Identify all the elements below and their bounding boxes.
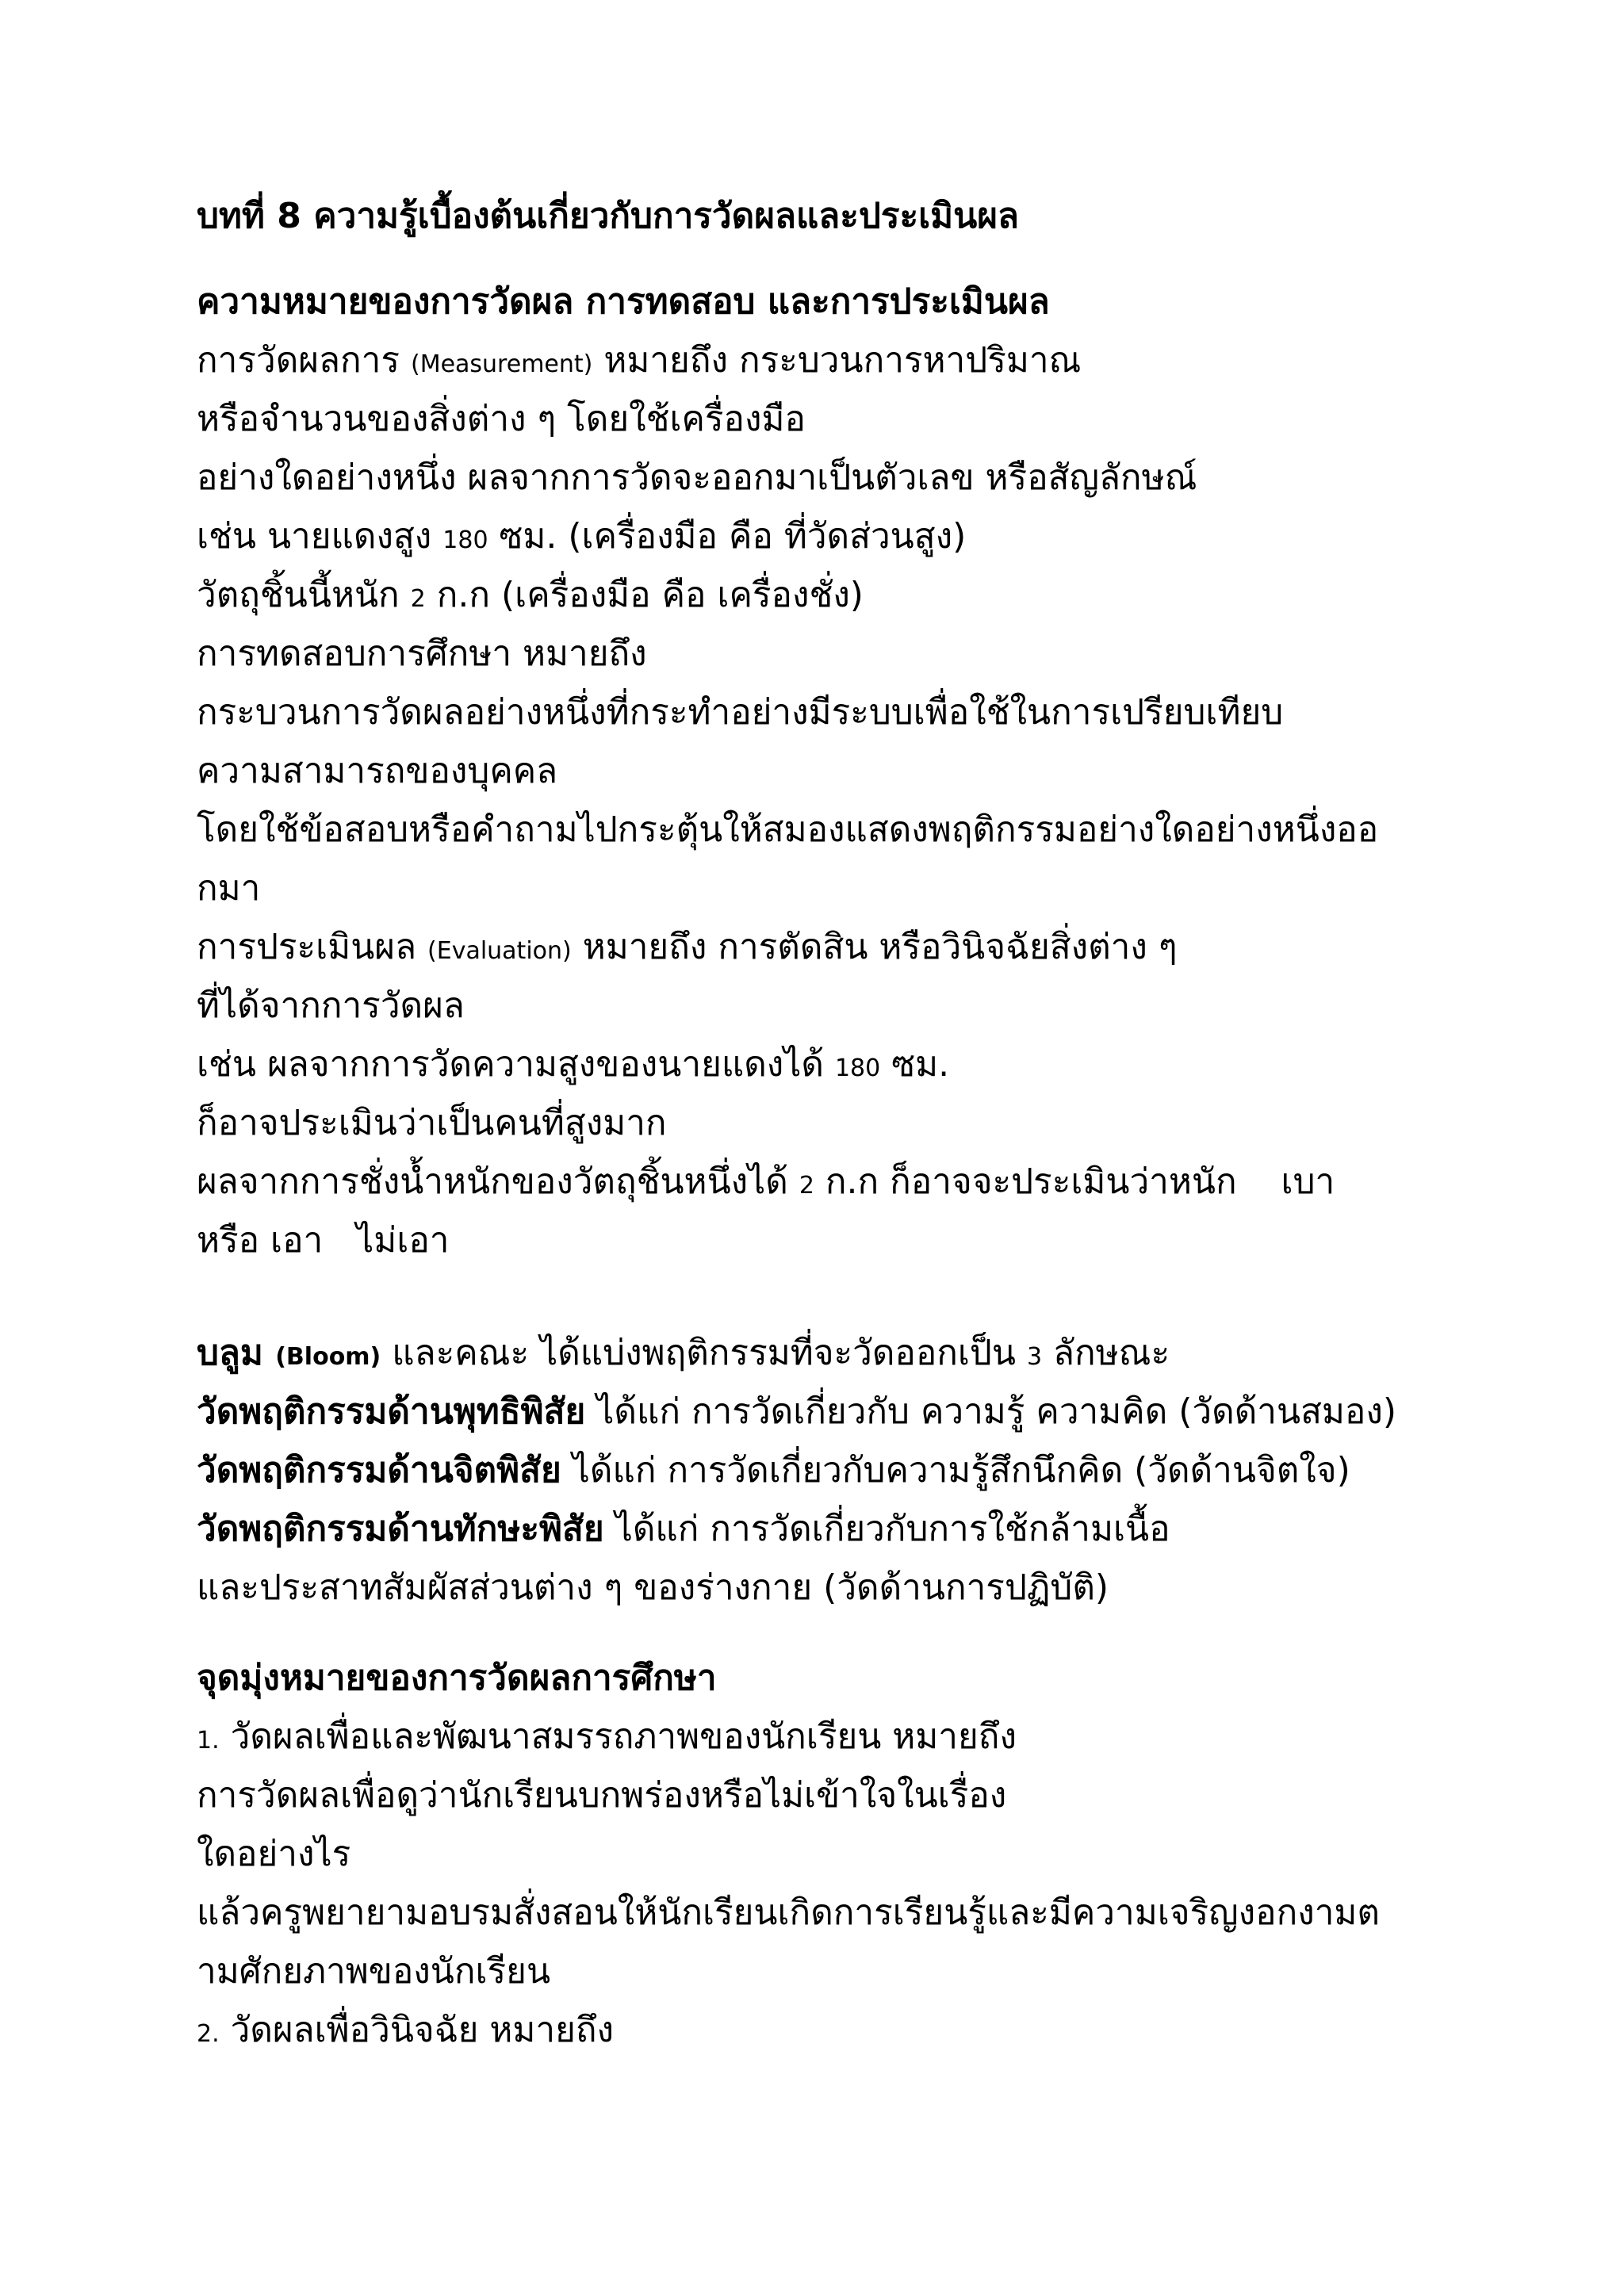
meaning-line: อย่างใดอย่างหนึ่ง ผลจากการวัดจะออกมาเป็นตัวเลข หรือสัญลักษณ์	[197, 457, 1197, 498]
meaning-heading: ความหมายของการวัดผล การทดสอบ และการประเมินผล	[197, 281, 1050, 322]
bloom-section	[197, 1324, 1473, 1617]
purpose-line: 2. วัดผลเพื่อวินิจฉัย หมายถึง	[197, 2010, 615, 2050]
meaning-line: กมา	[197, 868, 261, 909]
meaning-line: โดยใช้ข้อสอบหรือคำถามไปกระตุ้นให้สมองแสดงพฤติกรรมอย่างใดอย่างหนึ่งออ	[197, 809, 1379, 850]
meaning-line: กระบวนการวัดผลอย่างหนึ่งที่กระทำอย่างมีระบบเพื่อใช้ในการเปรียบเทียบ	[197, 692, 1284, 733]
purpose-line: ามศักยภาพของนักเรียน	[197, 1951, 551, 1992]
bloom-item: วัดพฤติกรรมด้านจิตพิสัย ได้แก่ การวัดเกี่ยวกับความรู้สึกนึกคิด (วัดด้านจิตใจ)	[197, 1450, 1350, 1490]
meaning-line: ก็อาจประเมินว่าเป็นคนที่สูงมาก	[197, 1103, 667, 1143]
bloom-intro: บลูม (Bloom) และคณะ ได้แบ่งพฤติกรรมที่จะวัดออกเป็น 3 ลักษณะ	[197, 1333, 1170, 1373]
purpose-heading: จุดมุ่งหมายของการวัดผลการศึกษา	[197, 1658, 717, 1698]
chapter-title: บทที่ 8 ความรู้เบื้องต้นเกี่ยวกับการวัดผลและประเมินผล	[197, 196, 1019, 236]
meaning-line: เช่น นายแดงสูง 180 ซม. (เครื่องมือ คือ ที่วัดส่วนสูง)	[197, 516, 967, 557]
purpose-line: ใดอย่างไร	[197, 1834, 351, 1874]
meaning-line: ความสามารถของบุคคล	[197, 751, 558, 791]
purpose-line: 1. วัดผลเพื่อและพัฒนาสมรรถภาพของนักเรียน หมายถึง	[197, 1716, 1017, 1757]
bloom-continuation: และประสาทสัมผัสส่วนต่าง ๆ ของร่างกาย (วัดด้านการปฏิบัติ)	[197, 1567, 1109, 1608]
purpose-section	[197, 1649, 1473, 2060]
meaning-line: ที่ได้จากการวัดผล	[197, 985, 465, 1026]
purpose-line: แล้วครูพยายามอบรมสั่งสอนให้นักเรียนเกิดการเรียนรู้และมีความเจริญงอกงามต	[197, 1892, 1380, 1933]
meaning-line: การประเมินผล (Evaluation) หมายถึง การตัดสิน หรือวินิจฉัยสิ่งต่าง ๆ	[197, 927, 1178, 967]
meaning-line: หรือจำนวนของสิ่งต่าง ๆ โดยใช้เครื่องมือ	[197, 399, 806, 439]
bloom-item: วัดพฤติกรรมด้านทักษะพิสัย ได้แก่ การวัดเกี่ยวกับการใช้กล้ามเนื้อ	[197, 1509, 1170, 1549]
meaning-section	[197, 273, 1473, 1270]
meaning-line: ผลจากการชั่งน้ำหนักของวัตถุชิ้นหนึ่งได้ 2 ก.ก ก็อาจจะประเมินว่าหนัก เบา	[197, 1161, 1335, 1202]
purpose-line: การวัดผลเพื่อดูว่านักเรียนบกพร่องหรือไม่เข้าใจในเรื่อง	[197, 1775, 1007, 1816]
bloom-item: วัดพฤติกรรมด้านพุทธิพิสัย ได้แก่ การวัดเกี่ยวกับ ความรู้ ความคิด (วัดด้านสมอง)	[197, 1391, 1397, 1432]
meaning-line: การวัดผลการ (Measurement) หมายถึง กระบวนการหาปริมาณ	[197, 340, 1082, 381]
meaning-line: การทดสอบการศึกษา หมายถึง	[197, 633, 647, 674]
meaning-line: วัตถุชิ้นนี้หนัก 2 ก.ก (เครื่องมือ คือ เครื่องชั่ง)	[197, 575, 864, 615]
meaning-line: หรือ เอา ไม่เอา	[197, 1220, 450, 1261]
meaning-line: เช่น ผลจากการวัดความสูงของนายแดงได้ 180 ซม.	[197, 1044, 950, 1085]
